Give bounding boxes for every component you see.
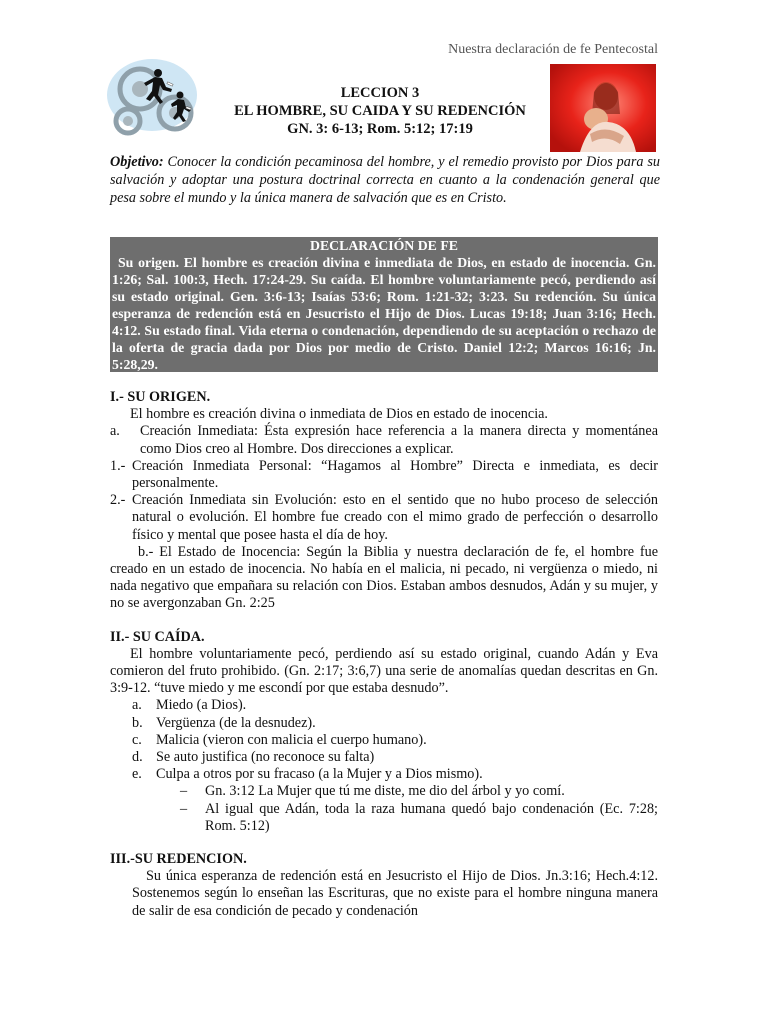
section-origin-heading: I.- SU ORIGEN. [110,389,211,405]
list-marker: 1.- [110,457,126,474]
list-text: Creación Inmediata sin Evolución: esto en el sentido que no hubo proceso de selección natural o evolución. El hombre fue creado con el mimo grado de perfección o desarrollo físico y mental que posee hasta el día de hoy. [132,492,658,543]
innocence-paragraph: b.- El Estado de Inocencia: Según la Biblia y nuestra declaración de fe, el hombre fue creado en un estado de inocencia. No había en el malicia, ni pecado, ni vergüenza o miedo, ni nada negativo que empañara su relación con Dios. Estaban ambos desnudos, Adán y su mujer, y no se avergonzaban Gn. 2:25 [110,543,658,612]
list-item [110,766,658,783]
lesson-references: GN. 3: 6-13; Rom. 5:12; 17:19 [287,121,473,137]
list-item [110,732,658,749]
list-text: Miedo (a Dios). [156,697,247,714]
lesson-title-block [210,84,550,138]
list-item [110,749,658,766]
section-redemption-text: Su única esperanza de redención está en Jesucristo el Hijo de Dios. Jn.3:16; Hech.4:12. Sostenemos según lo enseñan las Escrituras, que no existe para el hombre ninguna manera de salir de esa condición de pecado y condenación [132,868,658,919]
list-item [110,697,658,714]
objective-paragraph [110,153,660,207]
list-marker: d. [132,749,143,766]
list-marker: c. [132,731,142,748]
list-item [110,801,658,835]
list-marker: a. [110,423,120,440]
lesson-title: EL HOMBRE, SU CAIDA Y SU REDENCIÓN [234,103,526,119]
list-text: Creación Inmediata: Ésta expresión hace referencia a la manera directa y momentánea como Dios creo al Hombre. Dos direcciones a explicar. [140,423,658,457]
objective-text: Conocer la condición pecaminosa del hombre, y el remedio provisto por Dios para su salvación y adoptar una postura doctrinal correcta en cuanto a la condenación general que pesa sobre el mundo y la única manera de salvación que es en Cristo. [110,154,660,206]
section-origin-intro: El hombre es creación divina o inmediata de Dios en estado de inocencia. [130,406,548,423]
list-text: Al igual que Adán, toda la raza humana quedó bajo condenación (Ec. 7:28; Rom. 5:12) [205,800,658,834]
objective-label: Objetivo: [110,154,164,170]
header-note: Nuestra declaración de fe Pentecostal [448,42,658,57]
list-text: Creación Inmediata Personal: “Hagamos al Hombre” Directa e inmediata, es decir personalmente. [132,457,658,492]
section-fall-intro: El hombre voluntariamente pecó, perdiendo así su estado original, cuando Adán y Eva comieron del fruto prohibido. (Gn. 2:17; 3:6,7) una serie de anomalías quedan descritas en Gn. 3:9-12. “tuve miedo y me escondí por que estaba desnudo”. [110,645,658,697]
list-item [110,715,658,732]
lesson-body [110,389,658,920]
section-fall-heading: II.- SU CAÍDA. [110,628,205,645]
list-item [110,492,658,544]
list-item [110,783,658,800]
declaration-text: Su origen. El hombre es creación divina e inmediata de Dios, en estado de inocencia. Gn. 1:26; Sal. 100:3, Hech. 17:24-29. Su caída. El hombre voluntariamente pecó, perdiendo así su estado original. Gen. 3:6-13; Isaías 53:6; Rom. 1:21-32; 3:23. Su redención. Su única esperanza de redención está en Jesucristo el Hijo de Dios. Lucas 19:18; Juan 3:16; Hech. 4:12. Su estado final. Vida eterna o condenación, dependiendo de su aceptación o rechazo de la oferta de gracia dada por Dios por medio de Cristo. Daniel 12:2; Marcos 16:16; Jn. 5:28,29. [112,255,656,372]
declaration-box [110,237,658,372]
gears-logo-image [100,55,210,145]
section-redemption-heading: III.-SU REDENCION. [110,851,247,868]
list-item [110,423,658,457]
dash-marker: – [180,783,188,800]
jesus-embrace-image [550,64,656,152]
list-text: Culpa a otros por su fracaso (a la Mujer y a Dios mismo). [156,766,483,783]
list-text: Malicia (vieron con malicia el cuerpo humano). [156,731,427,748]
list-marker: 2.- [110,492,126,509]
lesson-number: LECCION 3 [340,85,420,101]
list-text: Vergüenza (de la desnudez). [156,714,316,731]
dash-marker: – [180,800,188,817]
list-marker: e. [132,766,142,783]
list-marker: a. [132,697,142,714]
declaration-title: DECLARACIÓN DE FE [310,238,458,253]
list-marker: b. [132,714,143,731]
list-text: Gn. 3:12 La Mujer que tú me diste, me dio del árbol y yo comí. [205,783,565,800]
list-text: Se auto justifica (no reconoce su falta) [156,749,375,766]
list-item [110,458,658,492]
